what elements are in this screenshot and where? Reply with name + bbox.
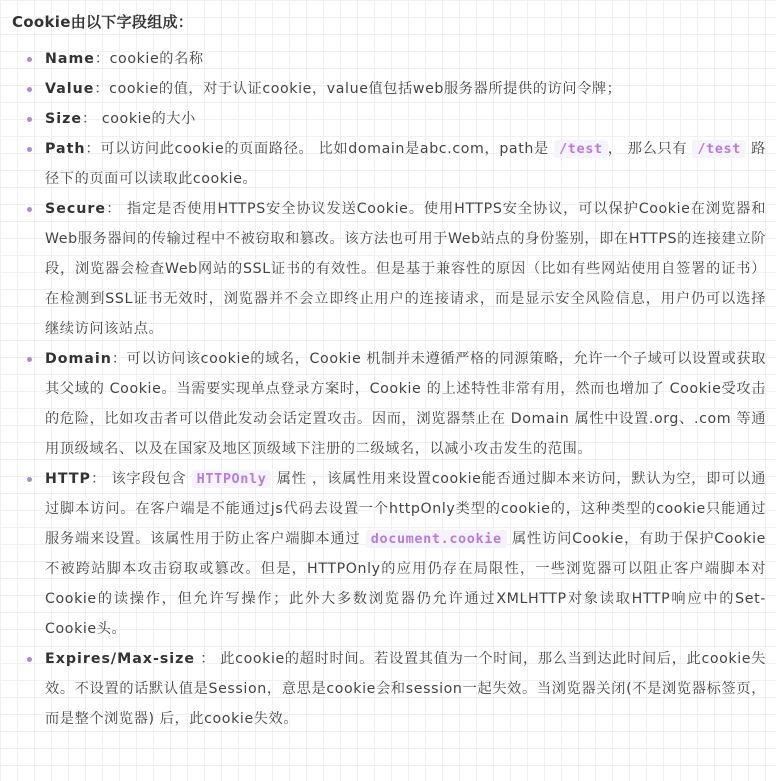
- field-name: Size: [45, 111, 82, 127]
- field-description: cookie的名称: [109, 51, 204, 67]
- section-title: Cookie由以下字段组成：: [12, 13, 194, 31]
- field-description-part: 可以访问此cookie的页面路径。 比如domain是abc.com，path是: [100, 141, 549, 157]
- field-item-value: [12, 74, 766, 104]
- field-separator: ：: [85, 141, 101, 157]
- field-item-expires: [12, 644, 766, 734]
- field-name: Value: [45, 81, 95, 97]
- inline-code: document.cookie: [366, 530, 507, 548]
- field-separator: ：: [81, 111, 97, 127]
- field-separator: ：: [94, 81, 110, 97]
- field-name: Secure: [45, 201, 106, 217]
- field-name: Domain: [45, 351, 112, 367]
- field-separator: ：: [90, 471, 107, 487]
- field-description-part: 属性访问Cookie，有助于保护Cookie不被跨站脚本攻击窃取或篡改。但是，HTTPOnly的应用仍存在局限性，一些浏览器可以阻止客户端脚本对Cookie的读操作，但允许写操作；此外大多数浏览器仍允许通过XMLHTTP对象读取HTTP响应中的Set-Cookie头。: [45, 531, 766, 637]
- field-item-name: [12, 44, 766, 74]
- field-item-size: [12, 104, 766, 134]
- field-name: Name: [45, 51, 95, 67]
- field-description-part: 路径下的页面可以读取此cookie。: [45, 141, 766, 187]
- field-description-part: ， 那么只有: [607, 141, 688, 157]
- field-name: HTTP: [45, 471, 91, 487]
- field-separator: ：: [111, 351, 127, 367]
- field-item-http: [12, 464, 766, 644]
- inline-code: /test: [692, 140, 746, 158]
- field-description: cookie的值，对于认证cookie，value值包括web服务器所提供的访问令牌；: [109, 81, 622, 97]
- field-separator: ：: [195, 651, 216, 667]
- field-separator: ：: [105, 201, 122, 217]
- field-separator: ：: [94, 51, 110, 67]
- field-item-path: [12, 134, 766, 194]
- field-description: cookie的大小: [96, 111, 196, 127]
- field-item-secure: [12, 194, 766, 344]
- field-item-domain: [12, 344, 766, 464]
- field-list: [12, 44, 766, 734]
- field-description: 可以访问该cookie的域名，Cookie 机制并未遵循严格的同源策略，允许一个子域可以设置或获取其父域的 Cookie。当需要实现单点登录方案时，Cookie 的上述特性非常有用，然而也增加了 Cookie受攻击的危险，比如攻击者可以借此发动会话定置攻击。因而，浏览器禁止在 Domain 属性中设置.org、.com 等通用顶级域名、以及在国家及地区顶级域下注册的二级域名，以减小攻击发生的范围。: [45, 351, 766, 457]
- field-name: Path: [45, 141, 86, 157]
- inline-code: HTTPOnly: [192, 470, 272, 488]
- field-description: 此cookie的超时时间。若设置其值为一个时间，那么当到达此时间后，此cookie失效。不设置的话默认值是Session，意思是cookie会和session一起失效。当浏览器关闭(不是浏览器标签页，而是整个浏览器) 后，此cookie失效。: [45, 651, 766, 727]
- field-description-part: 属性 ，该属性用来设置cookie能否通过脚本来访问，默认为空，即可以通过脚本访问。在客户端是不能通过js代码去设置一个httpOnly类型的cookie的，这种类型的cookie只能通过服务端来设置。该属性用于防止客户端脚本通过: [45, 471, 766, 547]
- field-name: Expires/Max-size: [45, 651, 196, 667]
- field-description-part: 该字段包含: [106, 471, 187, 487]
- inline-code: /test: [554, 140, 608, 158]
- field-description: 指定是否使用HTTPS安全协议发送Cookie。使用HTTPS安全协议，可以保护Cookie在浏览器和Web服务器间的传输过程中不被窃取和篡改。该方法也可用于Web站点的身份鉴别，即在HTTPS的连接建立阶段，浏览器会检查Web网站的SSL证书的有效性。但是基于兼容性的原因（比如有些网站使用自签署的证书）在检测到SSL证书无效时，浏览器并不会立即终止用户的连接请求，而是显示安全风险信息，用户仍可以选择继续访问该站点。: [45, 201, 766, 337]
